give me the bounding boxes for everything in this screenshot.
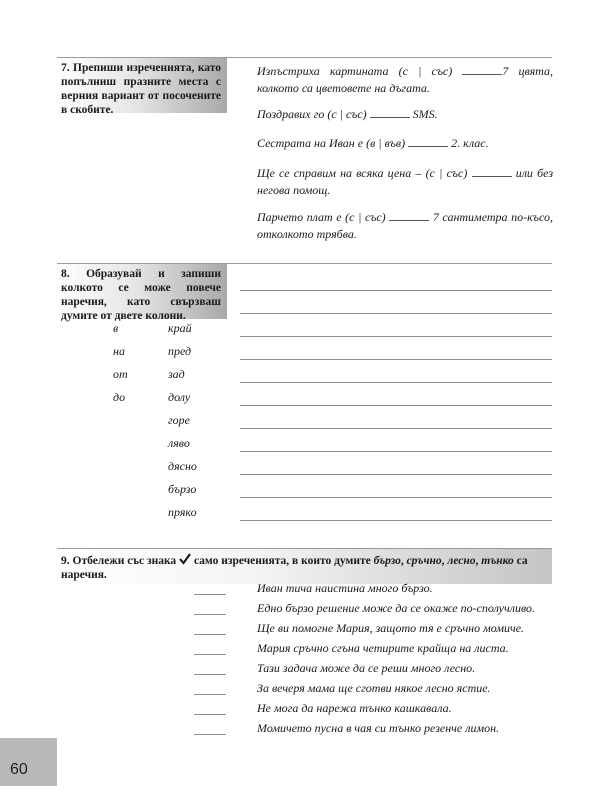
sentence-text: Ще се справим на всяка цена – (с | със) xyxy=(257,166,472,180)
sentence-text: 7 цвята, колкото са цветовете на дъгата. xyxy=(257,64,553,95)
sentence-text: или без негова помощ. xyxy=(257,166,553,197)
keyword: тънко xyxy=(481,555,514,567)
task7-sentence-2 xyxy=(257,106,553,123)
checkmark-icon xyxy=(179,553,191,565)
page-number: 60 xyxy=(10,761,28,778)
answer-line[interactable] xyxy=(240,451,552,452)
check-blank[interactable] xyxy=(194,734,226,735)
task7-sentence-5 xyxy=(257,209,553,243)
check-blank[interactable] xyxy=(194,594,226,595)
fill-blank[interactable] xyxy=(389,209,429,221)
check-blank[interactable] xyxy=(194,614,226,615)
left-column-word: в xyxy=(113,321,119,335)
keyword: бързо xyxy=(373,555,401,567)
task8-header: 8. Образувай и запиши колкото се може повече наречия, като свързваш думите от двете колони. xyxy=(57,263,227,319)
right-column-word: край xyxy=(168,321,192,335)
header-text: 9. Отбележи със знака xyxy=(61,555,180,567)
sentence-text: Парчето плат е (с | със) xyxy=(257,210,390,224)
left-column-word: от xyxy=(113,367,128,381)
check-blank[interactable] xyxy=(194,634,226,635)
answer-line[interactable] xyxy=(240,313,552,314)
keyword: лесно xyxy=(447,555,476,567)
task9-sentence: Мария сръчно сгъна четирите крайща на листа. xyxy=(257,641,509,655)
fill-blank[interactable] xyxy=(408,135,448,147)
task9-sentence: Тази задача може да се реши много лесно. xyxy=(257,661,476,675)
fill-blank[interactable] xyxy=(462,63,502,75)
task9-sentence: Едно бързо решение може да се окаже по-сполучливо. xyxy=(257,601,536,615)
task9-sentence: Ще ви помогне Мария, защото тя е сръчно момиче. xyxy=(257,621,525,635)
sentence-text: 2. клас. xyxy=(448,136,489,150)
sentence-text: SMS. xyxy=(409,107,438,121)
task7-sentence-3 xyxy=(257,135,553,152)
task9-sentence: Момичето пусна в чая си тънко резенче лимон. xyxy=(257,721,500,735)
task9-header: 9. Отбележи със знака само изреченията, в които думите бързо, сръчно, лесно, тънко са наречия. xyxy=(57,548,552,584)
right-column-word: бързо xyxy=(168,482,197,496)
answer-line[interactable] xyxy=(240,474,552,475)
left-column-word: до xyxy=(113,390,126,404)
right-column-word: ляво xyxy=(168,436,190,450)
answer-line[interactable] xyxy=(240,497,552,498)
task7-sentence-1 xyxy=(257,63,553,97)
answer-line[interactable] xyxy=(240,382,552,383)
right-column-word: пряко xyxy=(168,505,197,519)
right-column-word: зад xyxy=(168,367,185,381)
task8-top-rule xyxy=(227,263,552,264)
right-column-word: горе xyxy=(168,413,191,427)
answer-line[interactable] xyxy=(240,290,552,291)
answer-line[interactable] xyxy=(240,428,552,429)
check-blank[interactable] xyxy=(194,694,226,695)
task9-sentence: За вечеря мама ще сготви някое лесно ястие. xyxy=(257,681,491,695)
page-number-tab xyxy=(0,738,57,786)
header-text: са наречия. xyxy=(61,555,528,581)
keyword: сръчно xyxy=(406,555,442,567)
task7-top-rule xyxy=(227,57,552,58)
task7-header: 7. Препиши изреченията, като попълниш празните места с верния вариант от посочените в скобите. xyxy=(57,57,227,113)
right-column-word: дясно xyxy=(168,459,197,473)
right-column-word: пред xyxy=(168,344,192,358)
sentence-text: Поздравих го (с | със) xyxy=(257,107,370,121)
task9-sentence: Не мога да нарежа тънко кашкавала. xyxy=(257,701,452,715)
sentence-text: 7 сантиметра по-късо, отколкото трябва. xyxy=(257,210,553,241)
check-blank[interactable] xyxy=(194,674,226,675)
check-blank[interactable] xyxy=(194,654,226,655)
header-text: само изреченията, в които думите xyxy=(191,555,374,567)
sentence-text: Сестрата на Иван е (в | във) xyxy=(257,136,409,150)
answer-line[interactable] xyxy=(240,520,552,521)
answer-line[interactable] xyxy=(240,359,552,360)
fill-blank[interactable] xyxy=(370,106,410,118)
sentence-text: Изпъстриха картината (с | със) xyxy=(257,64,463,78)
right-column-word: долу xyxy=(168,390,191,404)
answer-line[interactable] xyxy=(240,336,552,337)
answer-line[interactable] xyxy=(240,405,552,406)
left-column-word: на xyxy=(113,344,125,358)
task9-sentence: Иван тича наистина много бързо. xyxy=(257,581,433,595)
check-blank[interactable] xyxy=(194,714,226,715)
fill-blank[interactable] xyxy=(472,165,512,177)
task7-sentence-4 xyxy=(257,165,553,199)
